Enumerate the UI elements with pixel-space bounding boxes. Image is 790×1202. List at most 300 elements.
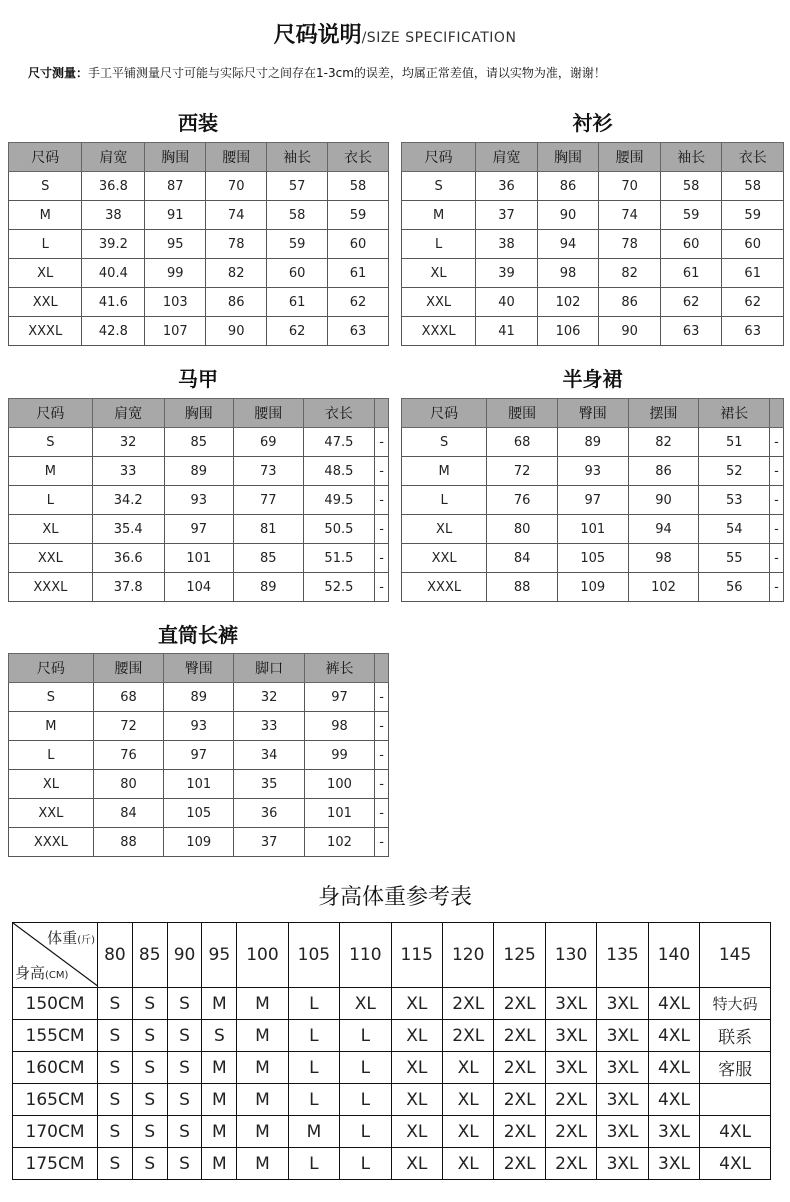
suit-row xyxy=(9,288,389,317)
suit-cell: 39.2 xyxy=(82,230,145,259)
pants-header-cell: 腰围 xyxy=(93,654,163,683)
note-text: 手工平铺测量尺寸可能与实际尺寸之间存在1-3cm的误差，均属正常差值，请以实物为准，谢谢！ xyxy=(88,66,606,80)
suit-cell: 82 xyxy=(206,259,267,288)
pants-cell: XXXL xyxy=(9,828,94,857)
pants-row xyxy=(9,828,389,857)
vest-row xyxy=(9,544,389,573)
size-cell: 2XL xyxy=(494,1148,545,1180)
suit-header-cell: 胸围 xyxy=(145,143,206,172)
suit-cell: 78 xyxy=(206,230,267,259)
vest-cell: 89 xyxy=(234,573,303,602)
skirt-cell: 105 xyxy=(557,544,628,573)
vest-header-cell: 衣长 xyxy=(303,399,375,428)
size-cell: M xyxy=(202,1148,237,1180)
size-cell: 2XL xyxy=(545,1116,596,1148)
height-row xyxy=(13,1052,771,1084)
pants-cell: XL xyxy=(9,770,94,799)
shirt-cell: 58 xyxy=(722,172,784,201)
size-cell: M xyxy=(202,1116,237,1148)
shirt-cell: S xyxy=(402,172,476,201)
pants-header-cell xyxy=(375,654,389,683)
suit-row xyxy=(9,201,389,230)
size-cell: 3XL xyxy=(597,1052,648,1084)
suit-cell: 90 xyxy=(206,317,267,346)
title-cn: 尺码说明 xyxy=(273,22,362,48)
skirt-cell: 72 xyxy=(487,457,558,486)
weight-header-cell: 80 xyxy=(98,923,133,988)
size-cell: 2XL xyxy=(494,988,545,1020)
suit-cell: 42.8 xyxy=(82,317,145,346)
size-cell: L xyxy=(340,1052,391,1084)
size-cell: S xyxy=(167,1084,202,1116)
pants-cell: 33 xyxy=(234,712,304,741)
weight-header-cell: 145 xyxy=(700,923,771,988)
size-cell: M xyxy=(237,988,288,1020)
skirt-cell: 76 xyxy=(487,486,558,515)
vest-cell: - xyxy=(375,457,389,486)
skirt-cell: L xyxy=(402,486,487,515)
shirt-cell: 74 xyxy=(599,201,661,230)
vest-cell: 49.5 xyxy=(303,486,375,515)
pants-cell: 37 xyxy=(234,828,304,857)
size-cell: XL xyxy=(443,1052,494,1084)
vest-cell: XXL xyxy=(9,544,93,573)
size-cell: 4XL xyxy=(700,1116,771,1148)
skirt-cell: 93 xyxy=(557,457,628,486)
size-cell: M xyxy=(237,1020,288,1052)
skirt-header-cell: 摆围 xyxy=(628,399,699,428)
vest-cell: 101 xyxy=(164,544,233,573)
pants-cell: 34 xyxy=(234,741,304,770)
pants-cell: M xyxy=(9,712,94,741)
pants-row xyxy=(9,683,389,712)
shirt-cell: M xyxy=(402,201,476,230)
height-row xyxy=(13,1116,771,1148)
size-cell: M xyxy=(202,988,237,1020)
vest-cell: 69 xyxy=(234,428,303,457)
suit-cell: 62 xyxy=(328,288,389,317)
size-cell: XL xyxy=(340,988,391,1020)
height-weight-table xyxy=(12,922,771,1180)
weight-header-cell: 135 xyxy=(597,923,648,988)
pants-row xyxy=(9,741,389,770)
pants-cell: 76 xyxy=(93,741,163,770)
size-cell: XL xyxy=(443,1084,494,1116)
size-cell: M xyxy=(237,1052,288,1084)
pants-cell: XXL xyxy=(9,799,94,828)
pants-cell: - xyxy=(375,770,389,799)
shirt-title: 衬衫 xyxy=(572,111,613,135)
suit-cell: 87 xyxy=(145,172,206,201)
vest-cell: 48.5 xyxy=(303,457,375,486)
size-cell: XL xyxy=(391,1084,442,1116)
vest-row xyxy=(9,486,389,515)
suit-cell: XXL xyxy=(9,288,82,317)
shirt-cell: 61 xyxy=(660,259,722,288)
vest-row xyxy=(9,573,389,602)
shirt-cell: 78 xyxy=(599,230,661,259)
suit-cell: 91 xyxy=(145,201,206,230)
suit-header-cell: 腰围 xyxy=(206,143,267,172)
vest-row xyxy=(9,515,389,544)
skirt-title: 半身裙 xyxy=(562,367,623,391)
skirt-cell: 82 xyxy=(628,428,699,457)
size-cell: 4XL xyxy=(648,988,699,1020)
suit-cell: M xyxy=(9,201,82,230)
pants-row xyxy=(9,770,389,799)
shirt-cell: 40 xyxy=(476,288,538,317)
skirt-cell: 88 xyxy=(487,573,558,602)
size-cell: M xyxy=(237,1084,288,1116)
suit-cell: 61 xyxy=(267,288,328,317)
vest-cell: 73 xyxy=(234,457,303,486)
suit-cell: 95 xyxy=(145,230,206,259)
skirt-header-cell: 腰围 xyxy=(487,399,558,428)
suit-cell: 40.4 xyxy=(82,259,145,288)
height-cell: 155CM xyxy=(13,1020,98,1052)
size-cell: S xyxy=(202,1020,237,1052)
pants-cell: 89 xyxy=(164,683,234,712)
weight-header-cell: 85 xyxy=(132,923,167,988)
size-cell: 客服 xyxy=(700,1052,771,1084)
height-cell: 175CM xyxy=(13,1148,98,1180)
weight-header-cell: 90 xyxy=(167,923,202,988)
shirt-header-cell: 胸围 xyxy=(537,143,599,172)
title-en: /SIZE SPECIFICATION xyxy=(361,30,517,46)
skirt-cell: - xyxy=(770,544,784,573)
vest-cell: 47.5 xyxy=(303,428,375,457)
vest-cell: 97 xyxy=(164,515,233,544)
vest-cell: - xyxy=(375,515,389,544)
size-cell: M xyxy=(237,1148,288,1180)
suit-cell: 63 xyxy=(328,317,389,346)
size-cell: L xyxy=(288,1084,339,1116)
shirt-row xyxy=(402,230,784,259)
skirt-cell: 53 xyxy=(699,486,770,515)
size-cell: 2XL xyxy=(545,1084,596,1116)
skirt-cell: 80 xyxy=(487,515,558,544)
shirt-cell: 62 xyxy=(660,288,722,317)
pants-row xyxy=(9,799,389,828)
skirt-cell: XXXL xyxy=(402,573,487,602)
skirt-cell: - xyxy=(770,428,784,457)
suit-row xyxy=(9,172,389,201)
pants-header-cell: 臀围 xyxy=(164,654,234,683)
skirt-cell: 89 xyxy=(557,428,628,457)
suit-cell: 60 xyxy=(328,230,389,259)
vest-cell: 77 xyxy=(234,486,303,515)
suit-cell: 41.6 xyxy=(82,288,145,317)
vest-cell: 50.5 xyxy=(303,515,375,544)
pants-size-table xyxy=(8,653,389,857)
pants-header-cell: 脚口 xyxy=(234,654,304,683)
pants-cell: 105 xyxy=(164,799,234,828)
shirt-row xyxy=(402,259,784,288)
skirt-cell: 84 xyxy=(487,544,558,573)
size-cell: XL xyxy=(391,988,442,1020)
size-cell: 4XL xyxy=(648,1084,699,1116)
weight-header-cell: 130 xyxy=(545,923,596,988)
shirt-cell: 94 xyxy=(537,230,599,259)
suit-row xyxy=(9,317,389,346)
shirt-size-table xyxy=(401,142,784,346)
pants-title: 直筒长裤 xyxy=(158,623,238,647)
pants-cell: S xyxy=(9,683,94,712)
pants-cell: 80 xyxy=(93,770,163,799)
suit-title: 西装 xyxy=(178,111,218,135)
height-axis-label: 身高(CM) xyxy=(15,964,69,982)
shirt-cell: 102 xyxy=(537,288,599,317)
size-cell: 4XL xyxy=(648,1020,699,1052)
size-cell: S xyxy=(98,1148,133,1180)
shirt-header-cell: 袖长 xyxy=(660,143,722,172)
size-cell: M xyxy=(237,1116,288,1148)
size-cell: L xyxy=(340,1116,391,1148)
size-cell: S xyxy=(132,1116,167,1148)
size-cell: S xyxy=(98,1020,133,1052)
shirt-cell: 86 xyxy=(599,288,661,317)
shirt-cell: 59 xyxy=(722,201,784,230)
skirt-row xyxy=(402,486,784,515)
skirt-cell: 56 xyxy=(699,573,770,602)
size-cell: XL xyxy=(391,1148,442,1180)
suit-row xyxy=(9,259,389,288)
vest-cell: 36.6 xyxy=(92,544,164,573)
skirt-cell: 52 xyxy=(699,457,770,486)
vest-row xyxy=(9,428,389,457)
shirt-cell: 63 xyxy=(660,317,722,346)
suit-cell: 36.8 xyxy=(82,172,145,201)
shirt-cell: 106 xyxy=(537,317,599,346)
skirt-cell: 86 xyxy=(628,457,699,486)
weight-header-cell: 100 xyxy=(237,923,288,988)
shirt-cell: 38 xyxy=(476,230,538,259)
pants-cell: 101 xyxy=(304,799,374,828)
size-cell: 2XL xyxy=(443,1020,494,1052)
size-cell: L xyxy=(340,1148,391,1180)
size-cell: 特大码 xyxy=(700,988,771,1020)
pants-cell: 99 xyxy=(304,741,374,770)
size-cell: 3XL xyxy=(545,1020,596,1052)
vest-cell: - xyxy=(375,573,389,602)
pants-row xyxy=(9,712,389,741)
skirt-cell: - xyxy=(770,573,784,602)
vest-cell: 85 xyxy=(164,428,233,457)
size-cell: XL xyxy=(443,1148,494,1180)
vest-header-cell: 胸围 xyxy=(164,399,233,428)
pants-cell: 101 xyxy=(164,770,234,799)
suit-cell: 62 xyxy=(267,317,328,346)
weight-header-cell: 140 xyxy=(648,923,699,988)
size-cell: S xyxy=(98,1116,133,1148)
skirt-cell: - xyxy=(770,515,784,544)
pants-cell: L xyxy=(9,741,94,770)
size-cell: 3XL xyxy=(545,1052,596,1084)
size-cell: L xyxy=(340,1084,391,1116)
skirt-cell: 109 xyxy=(557,573,628,602)
skirt-cell: 94 xyxy=(628,515,699,544)
vest-cell: XL xyxy=(9,515,93,544)
skirt-cell: - xyxy=(770,486,784,515)
size-cell: S xyxy=(167,1116,202,1148)
vest-header-cell: 尺码 xyxy=(9,399,93,428)
shirt-cell: 90 xyxy=(537,201,599,230)
vest-cell: XXXL xyxy=(9,573,93,602)
shirt-cell: 98 xyxy=(537,259,599,288)
pants-cell: - xyxy=(375,799,389,828)
size-cell: S xyxy=(167,1020,202,1052)
size-cell: 3XL xyxy=(648,1148,699,1180)
pants-cell: 72 xyxy=(93,712,163,741)
vest-cell: - xyxy=(375,486,389,515)
size-cell: S xyxy=(132,988,167,1020)
skirt-header-cell: 臀围 xyxy=(557,399,628,428)
skirt-cell: XXL xyxy=(402,544,487,573)
measurement-note xyxy=(28,64,606,81)
size-cell: 2XL xyxy=(494,1020,545,1052)
vest-cell: - xyxy=(375,544,389,573)
suit-cell: S xyxy=(9,172,82,201)
vest-cell: 85 xyxy=(234,544,303,573)
weight-header-cell: 115 xyxy=(391,923,442,988)
size-cell: XL xyxy=(391,1116,442,1148)
vest-cell: 93 xyxy=(164,486,233,515)
vest-size-table xyxy=(8,398,389,602)
suit-cell: 60 xyxy=(267,259,328,288)
size-cell: 4XL xyxy=(700,1148,771,1180)
size-cell: M xyxy=(202,1052,237,1084)
shirt-cell: 70 xyxy=(599,172,661,201)
shirt-cell: 39 xyxy=(476,259,538,288)
skirt-header-cell: 裙长 xyxy=(699,399,770,428)
pants-cell: 84 xyxy=(93,799,163,828)
suit-cell: 58 xyxy=(267,201,328,230)
suit-size-table xyxy=(8,142,389,346)
size-cell: XL xyxy=(443,1116,494,1148)
shirt-cell: 86 xyxy=(537,172,599,201)
pants-header-cell: 尺码 xyxy=(9,654,94,683)
suit-cell: 103 xyxy=(145,288,206,317)
size-cell: XL xyxy=(391,1020,442,1052)
size-cell: S xyxy=(167,1052,202,1084)
weight-header-cell: 105 xyxy=(288,923,339,988)
pants-cell: - xyxy=(375,741,389,770)
size-cell: L xyxy=(288,1020,339,1052)
pants-cell: 109 xyxy=(164,828,234,857)
height-row xyxy=(13,1148,771,1180)
suit-cell: 107 xyxy=(145,317,206,346)
skirt-row xyxy=(402,544,784,573)
skirt-row xyxy=(402,573,784,602)
vest-cell: 34.2 xyxy=(92,486,164,515)
skirt-cell: 68 xyxy=(487,428,558,457)
size-cell: M xyxy=(288,1116,339,1148)
height-row xyxy=(13,1020,771,1052)
height-cell: 165CM xyxy=(13,1084,98,1116)
vest-header-cell xyxy=(375,399,389,428)
size-cell: 3XL xyxy=(597,1148,648,1180)
size-cell: 2XL xyxy=(494,1116,545,1148)
size-cell: 3XL xyxy=(597,988,648,1020)
size-cell xyxy=(700,1084,771,1116)
height-cell: 150CM xyxy=(13,988,98,1020)
size-cell: S xyxy=(167,988,202,1020)
pants-cell: 88 xyxy=(93,828,163,857)
vest-cell: 32 xyxy=(92,428,164,457)
shirt-cell: 90 xyxy=(599,317,661,346)
shirt-cell: 63 xyxy=(722,317,784,346)
pants-cell: 36 xyxy=(234,799,304,828)
weight-header-cell: 95 xyxy=(202,923,237,988)
vest-cell: M xyxy=(9,457,93,486)
suit-cell: 59 xyxy=(267,230,328,259)
vest-cell: 104 xyxy=(164,573,233,602)
pants-cell: 98 xyxy=(304,712,374,741)
suit-header-cell: 衣长 xyxy=(328,143,389,172)
shirt-cell: XL xyxy=(402,259,476,288)
weight-header-cell: 110 xyxy=(340,923,391,988)
pants-header-cell: 裤长 xyxy=(304,654,374,683)
suit-cell: 59 xyxy=(328,201,389,230)
size-cell: L xyxy=(288,1052,339,1084)
skirt-size-table xyxy=(401,398,784,602)
suit-cell: 61 xyxy=(328,259,389,288)
pants-cell: - xyxy=(375,712,389,741)
size-cell: XL xyxy=(391,1052,442,1084)
size-cell: S xyxy=(132,1148,167,1180)
shirt-cell: XXL xyxy=(402,288,476,317)
skirt-cell: 54 xyxy=(699,515,770,544)
size-cell: L xyxy=(340,1020,391,1052)
skirt-cell: 101 xyxy=(557,515,628,544)
note-label: 尺寸测量： xyxy=(28,66,89,80)
shirt-row xyxy=(402,172,784,201)
suit-cell: 38 xyxy=(82,201,145,230)
shirt-cell: 61 xyxy=(722,259,784,288)
suit-header-cell: 尺码 xyxy=(9,143,82,172)
shirt-cell: 59 xyxy=(660,201,722,230)
vest-cell: 52.5 xyxy=(303,573,375,602)
vest-cell: 33 xyxy=(92,457,164,486)
size-cell: S xyxy=(98,1084,133,1116)
pants-cell: 102 xyxy=(304,828,374,857)
suit-cell: 74 xyxy=(206,201,267,230)
pants-cell: 35 xyxy=(234,770,304,799)
size-cell: 2XL xyxy=(494,1052,545,1084)
vest-cell: 51.5 xyxy=(303,544,375,573)
suit-cell: L xyxy=(9,230,82,259)
size-cell: 3XL xyxy=(597,1084,648,1116)
shirt-cell: 36 xyxy=(476,172,538,201)
size-cell: S xyxy=(98,988,133,1020)
pants-cell: 68 xyxy=(93,683,163,712)
vest-header-cell: 腰围 xyxy=(234,399,303,428)
size-cell: S xyxy=(132,1020,167,1052)
suit-cell: 70 xyxy=(206,172,267,201)
vest-row xyxy=(9,457,389,486)
size-cell: S xyxy=(132,1052,167,1084)
skirt-cell: S xyxy=(402,428,487,457)
weight-header-cell: 125 xyxy=(494,923,545,988)
height-cell: 170CM xyxy=(13,1116,98,1148)
vest-cell: 37.8 xyxy=(92,573,164,602)
vest-cell: 35.4 xyxy=(92,515,164,544)
corner-cell xyxy=(13,923,98,988)
skirt-cell: 97 xyxy=(557,486,628,515)
weight-table-title: 身高体重参考表 xyxy=(317,885,472,910)
suit-cell: XXXL xyxy=(9,317,82,346)
pants-cell: 93 xyxy=(164,712,234,741)
